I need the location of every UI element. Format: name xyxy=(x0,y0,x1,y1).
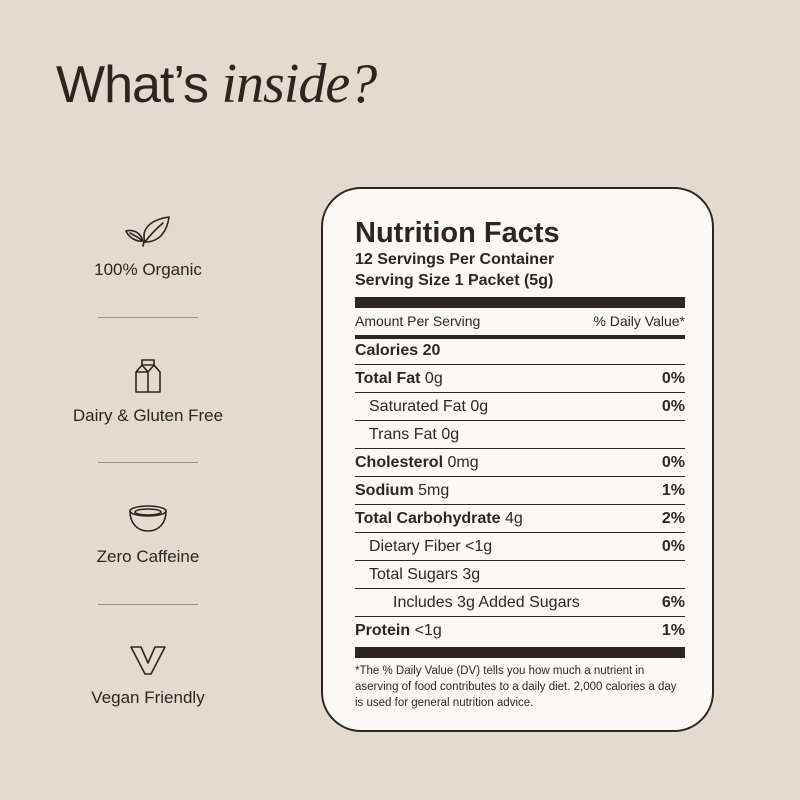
nutrient-name: Trans Fat 0g xyxy=(369,425,460,443)
nutrient-name: Cholesterol xyxy=(355,453,444,471)
nutrient-dv: 0% xyxy=(661,369,685,387)
nutrient-dv: 1% xyxy=(661,622,685,639)
nutrient-name: Total Carbohydrate xyxy=(355,509,501,527)
nutrient-row-sodium xyxy=(355,477,685,505)
v-letter-icon xyxy=(128,644,168,676)
divider xyxy=(98,604,198,605)
divider xyxy=(98,462,198,463)
divider xyxy=(98,317,198,318)
feature-label: Vegan Friendly xyxy=(91,688,205,707)
nutrient-dv: 1% xyxy=(661,481,685,499)
bowl-icon xyxy=(127,503,169,535)
nutrient-name: Sodium xyxy=(355,481,414,499)
nutrition-title: Nutrition Facts xyxy=(355,217,560,249)
nutrient-name: Total Sugars 3g xyxy=(369,565,481,583)
daily-value-header: % Daily Value* xyxy=(593,313,685,329)
nutrient-amount: 5mg xyxy=(413,481,450,499)
page-headline xyxy=(56,52,376,116)
headline-regular: What’s xyxy=(56,56,222,114)
nutrition-facts-panel xyxy=(321,187,714,732)
nutrient-row-total-carbohydrate xyxy=(355,505,685,533)
nutrient-dv: 0% xyxy=(661,453,685,471)
nutrient-row-saturated-fat xyxy=(355,393,685,421)
milk-carton-icon xyxy=(133,358,163,394)
nutrient-amount: 4g xyxy=(500,509,523,527)
thick-divider xyxy=(355,647,685,658)
nutrient-dv: 0% xyxy=(661,397,685,415)
nutrient-dv: 2% xyxy=(661,509,685,527)
feature-organic xyxy=(48,214,248,280)
feature-label: Dairy & Gluten Free xyxy=(72,406,224,425)
nutrient-row-cholesterol xyxy=(355,449,685,477)
calories-label: Calories 20 xyxy=(355,341,441,359)
nutrient-row-total-sugars xyxy=(355,561,685,589)
nutrient-name: Total Fat xyxy=(355,369,421,387)
feature-label: Zero Caffeine xyxy=(96,547,200,566)
nutrient-amount: 0mg xyxy=(443,453,479,471)
nutrient-row-total-fat xyxy=(355,365,685,393)
leaf-icon xyxy=(123,214,173,248)
headline-italic: inside? xyxy=(221,53,377,115)
daily-value-footnote: *The % Daily Value (DV) tells you how much a nutrient in aserving of food contributes to a daily diet. 2,000 calories a day is used for general nutrition advice. xyxy=(355,665,677,709)
nutrient-row-protein xyxy=(355,617,685,645)
nutrient-row-trans-fat xyxy=(355,421,685,449)
serving-size: Serving Size 1 Packet (5g) xyxy=(355,272,554,289)
nutrient-amount: 0g xyxy=(420,369,443,387)
nutrient-row-added-sugars xyxy=(355,589,685,617)
feature-zero-caffeine xyxy=(48,503,248,567)
feature-label: 100% Organic xyxy=(94,260,202,279)
feature-vegan-friendly xyxy=(48,644,248,708)
nutrient-row-dietary-fiber xyxy=(355,533,685,561)
nutrient-name: Includes 3g Added Sugars xyxy=(393,593,580,611)
amount-header-row xyxy=(355,307,685,335)
nutrient-dv: 0% xyxy=(661,537,685,555)
feature-dairy-gluten-free xyxy=(48,358,248,426)
nutrient-name: Protein xyxy=(355,622,411,639)
nutrient-amount: <1g xyxy=(410,622,442,639)
calories-row xyxy=(355,337,685,365)
amount-per-serving-label: Amount Per Serving xyxy=(355,313,481,329)
nutrient-dv: 6% xyxy=(661,593,685,611)
servings-per-container: 12 Servings Per Container xyxy=(355,251,555,268)
nutrient-name: Saturated Fat 0g xyxy=(369,397,489,415)
nutrient-name: Dietary Fiber <1g xyxy=(369,537,493,555)
